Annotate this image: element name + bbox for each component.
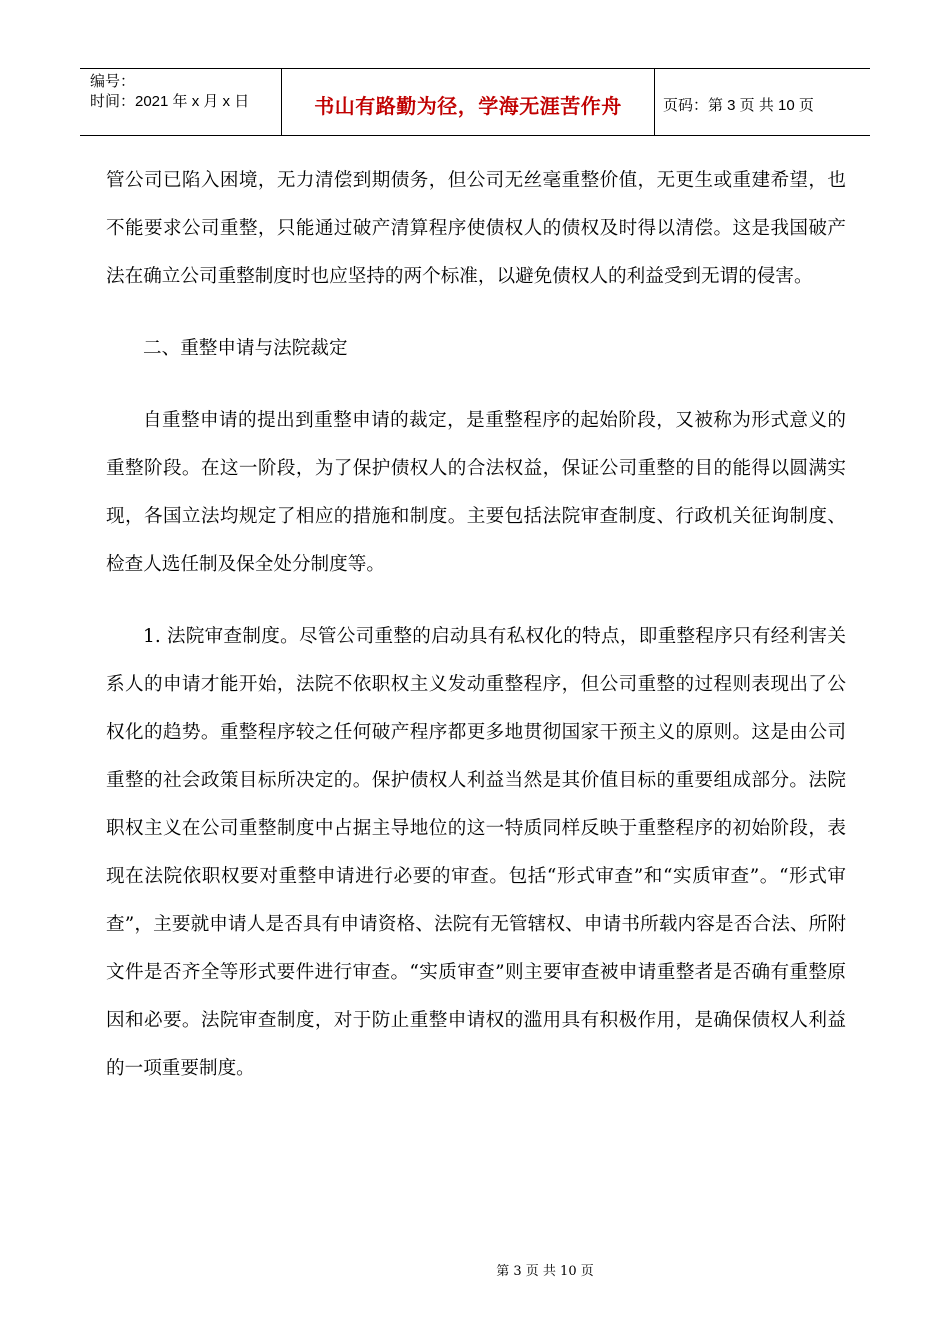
header-motto: 书山有路勤为径，学海无涯苦作舟 [282,69,655,135]
paragraph-intro: 自重整申请的提出到重整申请的裁定，是重整程序的起始阶段，又被称为形式意义的重整阶段。在这一阶段，为了保护债权人的合法权益，保证公司重整的目的能得以圆满实现，各国立法均规定了相应的措施和制度。主要包括法院审查制度、行政机关征询制度、检查人选任制及保全处分制度等。 [106,410,846,575]
section-heading: 二、重整申请与法院裁定 [143,338,348,359]
paragraph-court-review: 1. 法院审查制度。尽管公司重整的启动具有私权化的特点，即重整程序只有经利害关系人的申请才能开始，法院不依职权主义发动重整程序，但公司重整的过程则表现出了公权化的趋势。重整程序较之任何破产程序都更多地贯彻国家干预主义的原则。这是由公司重整的社会政策目标所决定的。保护债权人利益当然是其价值目标的重要组成部分。法院职权主义在公司重整制度中占据主导地位的这一特质同样反映于重整程序的初始阶段，表现在法院依职权要对重整申请进行必要的审查。包括“形式审查”和“实质审查”。“形式审查”，主要就申请人是否具有申请资格、法院有无管辖权、申请书所载内容是否合法、所附文件是否齐全等形式要件进行审查。“实质审查”则主要审查被申请重整者是否确有重整原因和必要。法院审查制度，对于防止重整申请权的滥用具有积极作用，是确保债权人利益的一项重要制度。 [106,626,846,1079]
time-label: 时间：2021 年 x 月 x 日 [90,93,250,110]
header-info-cell [80,69,282,135]
paragraph-continuation: 管公司已陷入困境，无力清偿到期债务，但公司无丝毫重整价值，无更生或重建希望，也不能要求公司重整，只能通过破产清算程序使债权人的债权及时得以清偿。这是我国破产法在确立公司重整制度时也应坚持的两个标准，以避免债权人的利益受到无谓的侵害。 [106,170,846,287]
page-header [80,68,870,136]
page-footer: 第 3 页 共 10 页 [496,1264,594,1279]
header-page-label: 页码：第 3 页 共 10 页 [663,96,814,114]
document-body [106,157,846,1093]
number-label: 编号： [90,73,136,90]
